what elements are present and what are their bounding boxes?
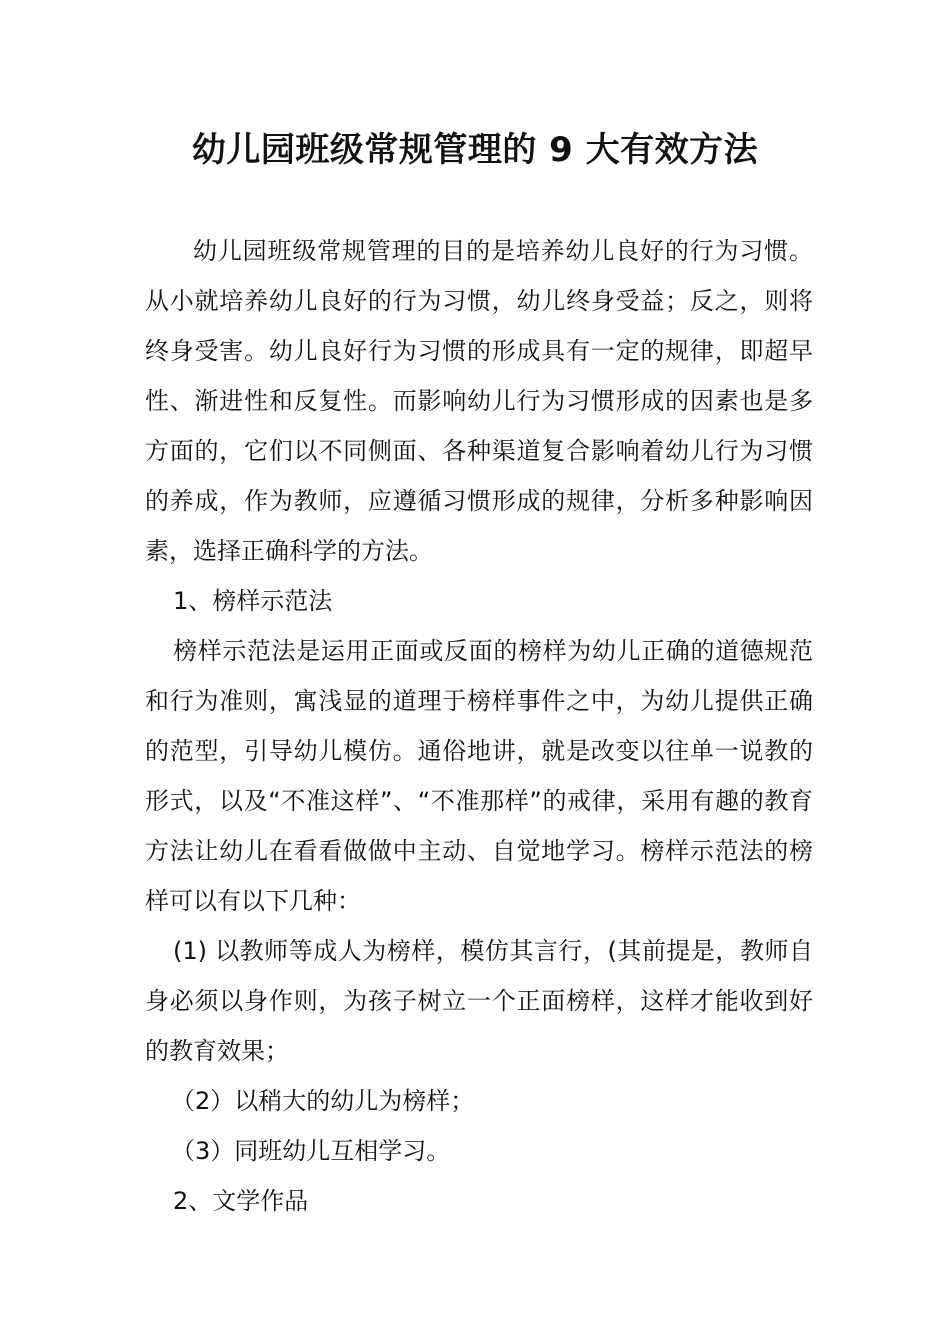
- section-heading-2: 2、文学作品: [173, 1187, 309, 1215]
- intro-paragraph: 幼儿园班级常规管理的目的是培养幼儿良好的行为习惯。从小就培养幼儿良好的行为习惯，幼儿终身受益；反之，则将终身受害。幼儿良好行为习惯的形成具有一定的规律，即超早性、渐进性和反复性。而影响幼儿行为习惯形成的因素也是多方面的，它们以不同侧面、各种渠道复合影响着幼儿行为习惯的养成，作为教师，应遵循习惯形成的规律，分析多种影响因素，选择正确科学的方法。: [145, 237, 813, 565]
- list-item-3: （3）同班幼儿互相学习。: [171, 1137, 451, 1165]
- section-heading-1: 1、榜样示范法: [173, 587, 333, 615]
- list-item-2: （2）以稍大的幼儿为榜样；: [171, 1087, 475, 1115]
- document-title: 幼儿园班级常规管理的 9 大有效方法: [191, 130, 759, 170]
- section-1-paragraph: 榜样示范法是运用正面或反面的榜样为幼儿正确的道德规范和行为准则，寓浅显的道理于榜样事件之中，为幼儿提供正确的范型，引导幼儿模仿。通俗地讲，就是改变以往单一说教的形式，以及“不准这样”、“不准那样”的戒律，采用有趣的教育方法让幼儿在看看做做中主动、自觉地学习。榜样示范法的榜样可以有以下几种：: [145, 637, 813, 915]
- document-body: [145, 226, 813, 1226]
- list-item-1: (1) 以教师等成人为榜样，模仿其言行，(其前提是，教师自身必须以身作则，为孩子树立一个正面榜样，这样才能收到好的教育效果；: [145, 937, 813, 1065]
